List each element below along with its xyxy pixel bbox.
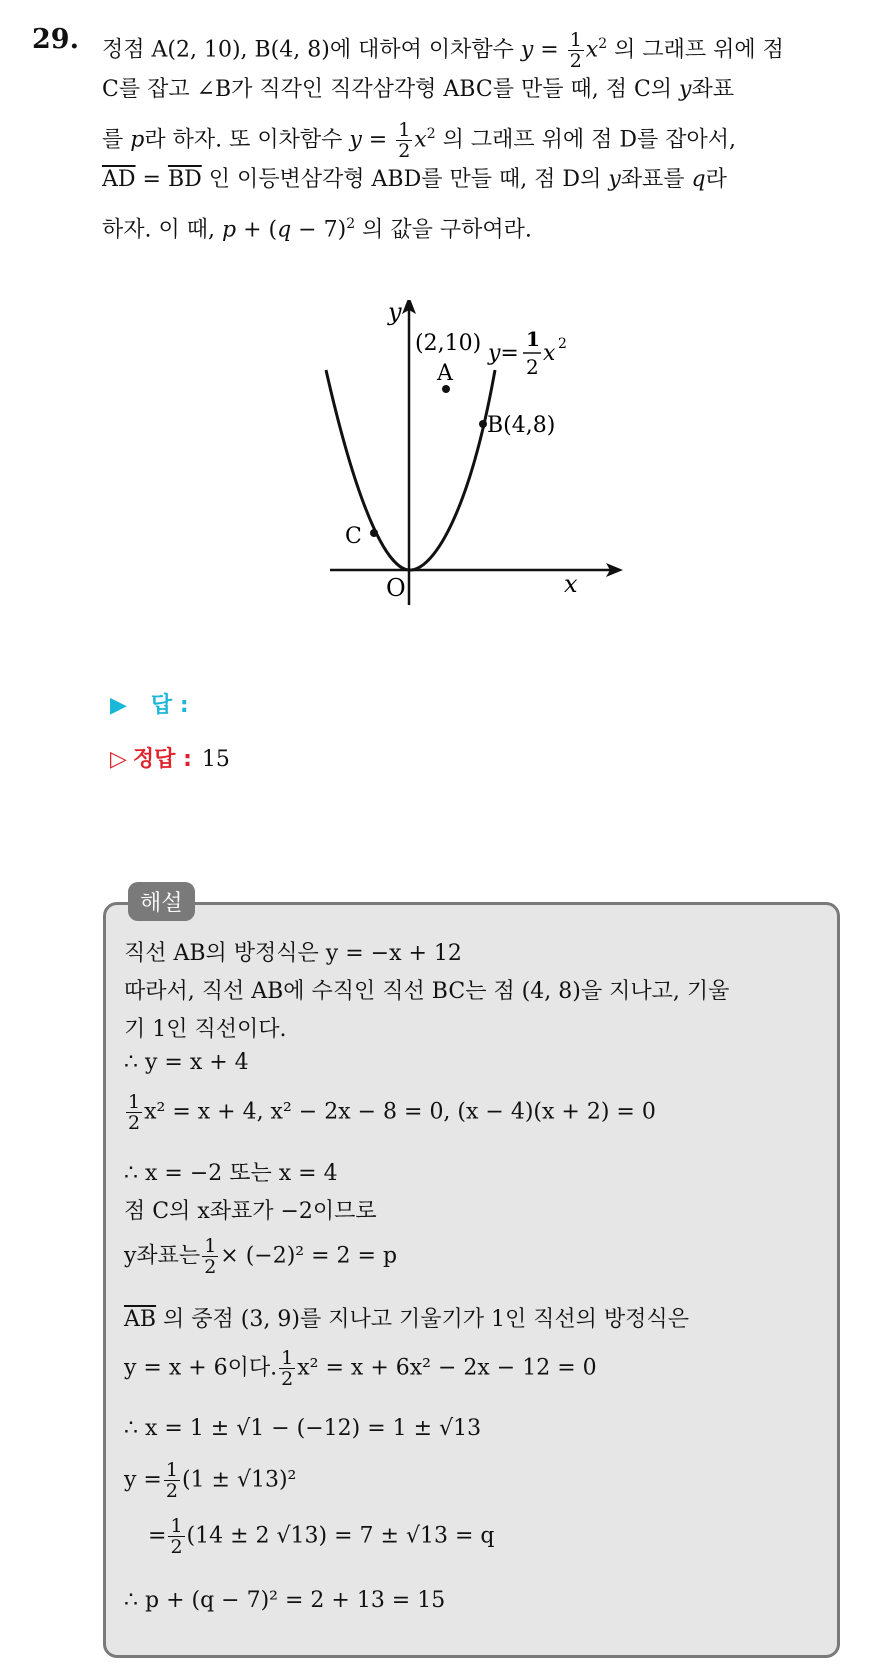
solution-line: ∴ y = x + 4 — [124, 1050, 249, 1075]
correct-arrow-icon: ▷ — [110, 747, 127, 772]
point-b — [479, 420, 487, 428]
fraction: $\frac{1}{2}$ — [128, 1091, 141, 1134]
point-c-label: C — [345, 524, 362, 549]
point-a — [442, 385, 450, 393]
correct-answer-label: 정답 : — [132, 747, 192, 772]
solution-line: ∴ x = −2 또는 x = 4 — [124, 1161, 338, 1186]
curve-label-num: 1 — [526, 327, 540, 351]
answer-input-line — [110, 688, 189, 719]
solution-line: ∴ p + (q − 7)² = 2 + 13 = 15 — [124, 1588, 446, 1613]
fraction: $\frac{1}{2}$ — [165, 1459, 178, 1502]
fraction: $\frac{1}{2}$ — [398, 118, 411, 162]
y-axis-label: y — [388, 300, 402, 326]
point-a-label: A — [437, 361, 453, 386]
problem-text — [102, 22, 862, 247]
parabola-graph — [320, 300, 630, 650]
problem-line-4: $\overline{AD} = \overline{BD}$ 인 이등변삼각형 ABD를 만들 때, 점 D의 y좌표를 q라 — [102, 167, 727, 192]
problem-line-3: 를 p라 하자. 또 이차함수 y = $\frac{1}{2}$ $x^2$ 의 그래프 위에 점 D를 잡아서, — [102, 118, 736, 162]
solution-line: y = $\frac{1}{2}$ (1 ± √13)² — [124, 1459, 297, 1502]
point-a-coord: (2,10) — [415, 331, 482, 356]
curve-label-x: x — [543, 341, 556, 366]
point-c — [370, 529, 378, 537]
solution-line: 점 C의 x좌표가 −2이므로 — [124, 1199, 377, 1224]
solution-line: $\frac{1}{2}$ x² = x + 4, x² − 2x − 8 = 0, (x − 4)(x + 2) = 0 — [128, 1091, 656, 1134]
solution-line: 기 1인 직선이다. — [124, 1017, 287, 1042]
origin-label: O — [386, 574, 406, 602]
answer-label: 답 : — [150, 693, 189, 718]
solution-line: $\overline{AB}$ 의 중점 (3, 9)를 지나고 기울기가 1인 직선의 방정식은 — [124, 1307, 689, 1332]
solution-line: 직선 AB의 방정식은 y = −x + 12 — [124, 941, 462, 966]
solution-line: ∴ x = 1 ± √1 − (−12) = 1 ± √13 — [124, 1416, 482, 1441]
fraction: $\frac{1}{2}$ — [569, 28, 582, 72]
correct-answer-value: 15 — [201, 747, 230, 772]
fraction: $\frac{1}{2}$ — [281, 1347, 294, 1390]
solution-line: 따라서, 직선 AB에 수직인 직선 BC는 점 (4, 8)을 지나고, 기울 — [124, 979, 730, 1004]
problem-line-2: C를 잡고 ∠B가 직각인 직각삼각형 ABC를 만들 때, 점 C의 y좌표 — [102, 77, 734, 102]
curve-label-y: y= — [488, 341, 519, 366]
solution-tag: 해설 — [128, 882, 195, 921]
solution-line: y = x + 6이다. $\frac{1}{2}$ x² = x + 6x² − 2x − 12 = 0 — [124, 1347, 597, 1390]
problem-line-1: 정점 A(2, 10), B(4, 8)에 대하여 이차함수 y = $\frac{1}{2}$ $x^2$ 의 그래프 위에 점 — [102, 28, 784, 72]
x-axis-label: x — [564, 570, 578, 598]
point-b-label: B(4,8) — [487, 413, 556, 438]
curve-label-den: 2 — [526, 355, 539, 379]
fraction: $\frac{1}{2}$ — [204, 1235, 217, 1278]
problem-line-5: 하자. 이 때, $p + (q - 7)^2$ 의 값을 구하여라. — [102, 216, 532, 243]
answer-arrow-icon: ▶ — [110, 693, 127, 718]
solution-line: = $\frac{1}{2}$ (14 ± 2 √13) = 7 ± √13 = q — [148, 1515, 495, 1558]
solution-line: y좌표는 $\frac{1}{2}$ × (−2)² = 2 = p — [124, 1235, 398, 1278]
question-number: 29. — [32, 24, 79, 55]
correct-answer-line — [110, 742, 230, 773]
fraction: $\frac{1}{2}$ — [170, 1515, 183, 1558]
curve-label-exp: 2 — [558, 336, 567, 352]
